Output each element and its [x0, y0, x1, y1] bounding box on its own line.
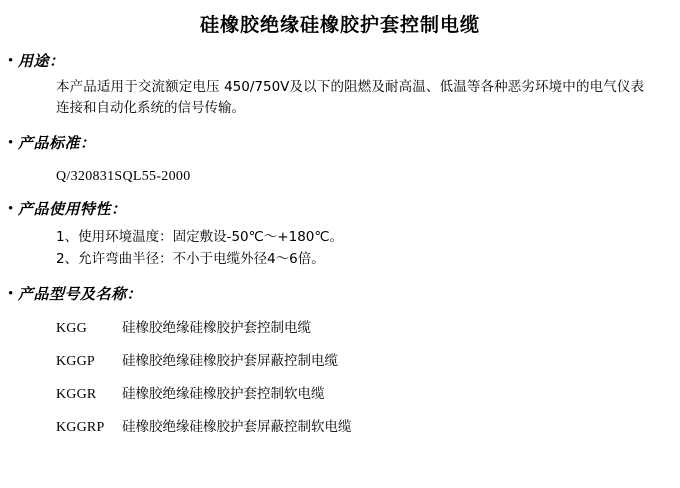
section-usage: [0, 51, 680, 119]
model-code: KGGP: [56, 354, 95, 369]
table-row: [56, 382, 680, 403]
bullet-icon: •: [8, 135, 14, 151]
table-row: [56, 415, 680, 436]
section-usage-heading-row: [8, 51, 680, 71]
model-list: [56, 316, 680, 436]
model-name: 硅橡胶绝缘硅橡胶护套控制软电缆: [122, 386, 325, 402]
section-usage-body: 本产品适用于交流额定电压 450/750V及以下的阻燃及耐高温、低温等各种恶劣环境中的电气仪表连接和自动化系统的信号传输。: [56, 79, 644, 116]
standard-code: Q/320831SQL55-2000: [56, 169, 191, 184]
bullet-icon: •: [8, 53, 14, 69]
table-row: [56, 316, 680, 337]
model-code: KGGR: [56, 387, 97, 402]
model-code: KGGRP: [56, 420, 105, 435]
section-models-heading: 产品型号及名称：: [18, 285, 143, 303]
section-characteristics-heading: 产品使用特性：: [18, 200, 127, 218]
document-page: [0, 10, 680, 488]
bullet-icon: •: [8, 286, 14, 302]
model-name: 硅橡胶绝缘硅橡胶护套屏蔽控制电缆: [122, 353, 338, 369]
section-standard-heading: 产品标准：: [18, 134, 96, 152]
model-name: 硅橡胶绝缘硅橡胶护套控制电缆: [122, 320, 311, 336]
table-row: [56, 349, 680, 370]
section-standard-heading-row: [8, 133, 680, 153]
list-item: 1、使用环境温度：固定敷设-50℃～+180℃。: [56, 229, 344, 245]
model-name: 硅橡胶绝缘硅橡胶护套屏蔽控制软电缆: [122, 419, 352, 435]
list-item: 2、允许弯曲半径：不小于电缆外径4～6倍。: [56, 251, 325, 267]
characteristics-list: [56, 226, 680, 270]
section-models: [0, 284, 680, 436]
section-usage-heading: 用途：: [18, 52, 65, 70]
section-standard: [0, 133, 680, 185]
section-models-heading-row: [8, 284, 680, 304]
page-title: 硅橡胶绝缘硅橡胶护套控制电缆: [199, 14, 480, 36]
section-characteristics: [0, 199, 680, 270]
model-code: KGG: [56, 321, 87, 336]
section-characteristics-heading-row: [8, 199, 680, 219]
bullet-icon: •: [8, 201, 14, 217]
